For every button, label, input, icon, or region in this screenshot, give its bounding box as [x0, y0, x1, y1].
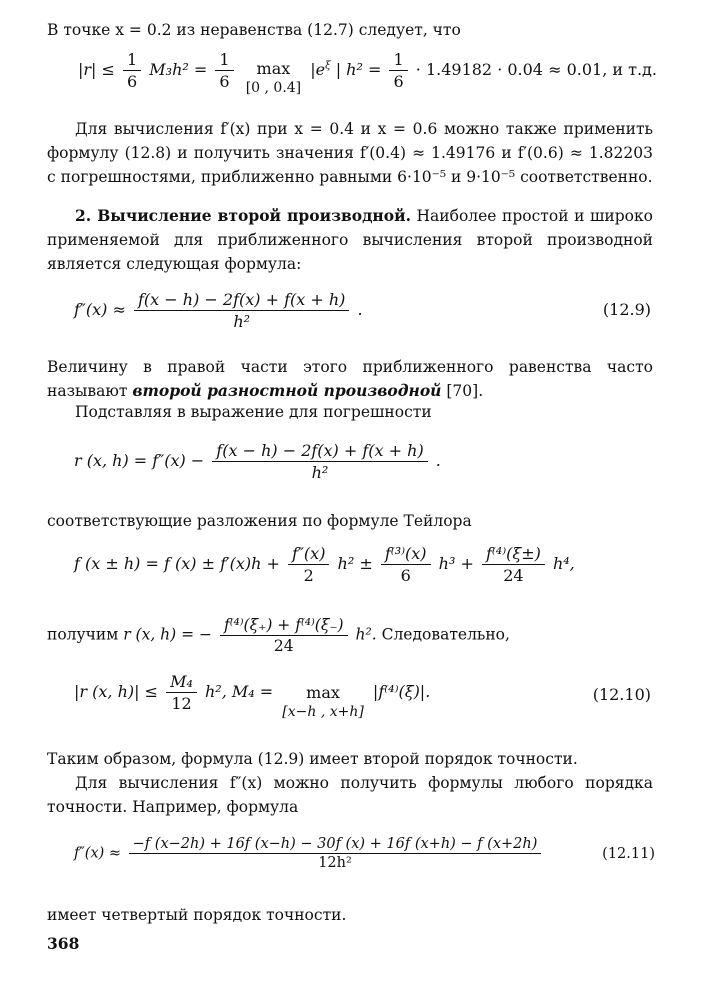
taylor-tail: h⁴, — [552, 554, 575, 573]
eq1211-lhs: f″(x) ≈ — [74, 845, 122, 862]
eq-est-f2-num: 1 — [215, 50, 233, 71]
eq-est-f2-den: 6 — [219, 72, 230, 91]
eq1211-num: −f (x−2h) + 16f (x−h) − 30f (x) + 16f (x+h) − f (x+2h) — [129, 836, 542, 854]
taylor-b-num: f⁽³⁾(x) — [381, 544, 431, 565]
eq-est-range: [0 , 0.4] — [245, 80, 302, 96]
get-lhs: r (x, h) = − — [123, 625, 213, 644]
eq-est-f1-den: 6 — [127, 72, 138, 91]
eq-r-num: f(x − h) − 2f(x) + f(x + h) — [212, 441, 427, 462]
eq1210-num: M₄ — [166, 672, 197, 693]
taylor-mid2: h³ + — [438, 554, 474, 573]
paragraph-3: Подставляя в выражение для погрешности — [75, 403, 432, 421]
eq129-lhs: f″(x) ≈ — [74, 300, 126, 319]
eq1210-tail: |f⁽⁴⁾(ξ)|. — [372, 682, 431, 701]
para2-term: второй разностной производной — [132, 381, 442, 400]
get-den: 24 — [273, 637, 294, 655]
para2-a: Величину в правой части этого приближенного равенства часто называют — [47, 358, 653, 400]
eq1210-mid: h², M₄ = — [204, 682, 274, 701]
eq-est-lhs: |r| ≤ — [78, 60, 115, 79]
get-post: Следовательно, — [381, 625, 510, 644]
taylor-lhs: f (x ± h) = f (x) ± f′(x)h + — [74, 554, 280, 573]
paragraph-4: соответствующие разложения по формуле Тейлора — [47, 512, 472, 530]
eq1210-max: max — [306, 683, 340, 702]
eq129-num: f(x − h) − 2f(x) + f(x + h) — [134, 290, 349, 311]
taylor-mid1: h² ± — [337, 554, 373, 573]
eq-est-xi: ξ — [325, 60, 331, 72]
paragraph-6: Для вычисления f″(x) можно получить формулы любого порядка точности. Например, формула — [47, 774, 653, 816]
taylor-a-num: f″(x) — [288, 544, 329, 565]
section-text: Наиболее простой и широко применяемой для приближенного вычисления второй производной является следующая формула: — [47, 207, 653, 273]
eq-r-lhs: r (x, h) = f″(x) − — [74, 451, 205, 470]
eq1210-range: [x−h , x+h] — [282, 704, 364, 720]
paragraph-5: Таким образом, формула (12.9) имеет второй порядок точности. — [47, 750, 578, 768]
eq-est-max: max — [256, 59, 291, 78]
eq-r-den: h² — [311, 463, 329, 482]
eq-r-tail: . — [435, 451, 441, 470]
taylor-b-den: 6 — [400, 566, 411, 585]
eq-est-h2: | h² = — [335, 60, 382, 79]
eq1210-lhs: |r (x, h)| ≤ — [74, 682, 158, 701]
eq-est-e: |e — [310, 60, 326, 79]
eq-est-f3-num: 1 — [389, 50, 407, 71]
get-num: f⁽⁴⁾(ξ₊) + f⁽⁴⁾(ξ₋) — [220, 616, 348, 636]
eq-est-m3h2: M₃h² = — [149, 60, 208, 79]
taylor-c-num: f⁽⁴⁾(ξ±) — [482, 544, 545, 565]
section-heading: 2. Вычисление второй производной. — [75, 206, 411, 225]
eq1211-number: (12.11) — [602, 846, 655, 862]
paragraph-1: Для вычисления f′(x) при x = 0.4 и x = 0.6 можно также применить формулу (12.8) и получить значения f′(0.4) ≈ 1.49176 и f′(0.6) ≈ 1.82203 с погрешностями, приближенно равными 6·10⁻⁵ и 9·10⁻⁵ соответственно. — [47, 120, 653, 186]
paragraph-2 — [47, 355, 653, 403]
taylor-a-den: 2 — [303, 566, 314, 585]
page-number: 368 — [47, 934, 80, 953]
eq129-number: (12.9) — [602, 300, 651, 319]
eq1210-den: 12 — [171, 694, 192, 713]
taylor-c-den: 24 — [503, 566, 524, 585]
intro-text: В точке x = 0.2 из неравенства (12.7) следует, что — [47, 21, 461, 39]
para2-b: [70]. — [441, 382, 484, 400]
eq1210-number: (12.10) — [592, 685, 651, 704]
eq-est-f1-num: 1 — [123, 50, 141, 71]
section-paragraph — [47, 204, 653, 276]
eq-est-tail: · 1.49182 · 0.04 ≈ 0.01, и т.д. — [415, 60, 657, 79]
paragraph-7: имеет четвертый порядок точности. — [47, 906, 347, 924]
get-pre: получим — [47, 625, 119, 644]
eq129-den: h² — [233, 312, 251, 331]
eq-est-f3-den: 6 — [393, 72, 404, 91]
eq129-tail: . — [357, 300, 363, 319]
eq1211-den: 12h² — [318, 855, 352, 871]
get-tail: h². — [355, 625, 377, 644]
